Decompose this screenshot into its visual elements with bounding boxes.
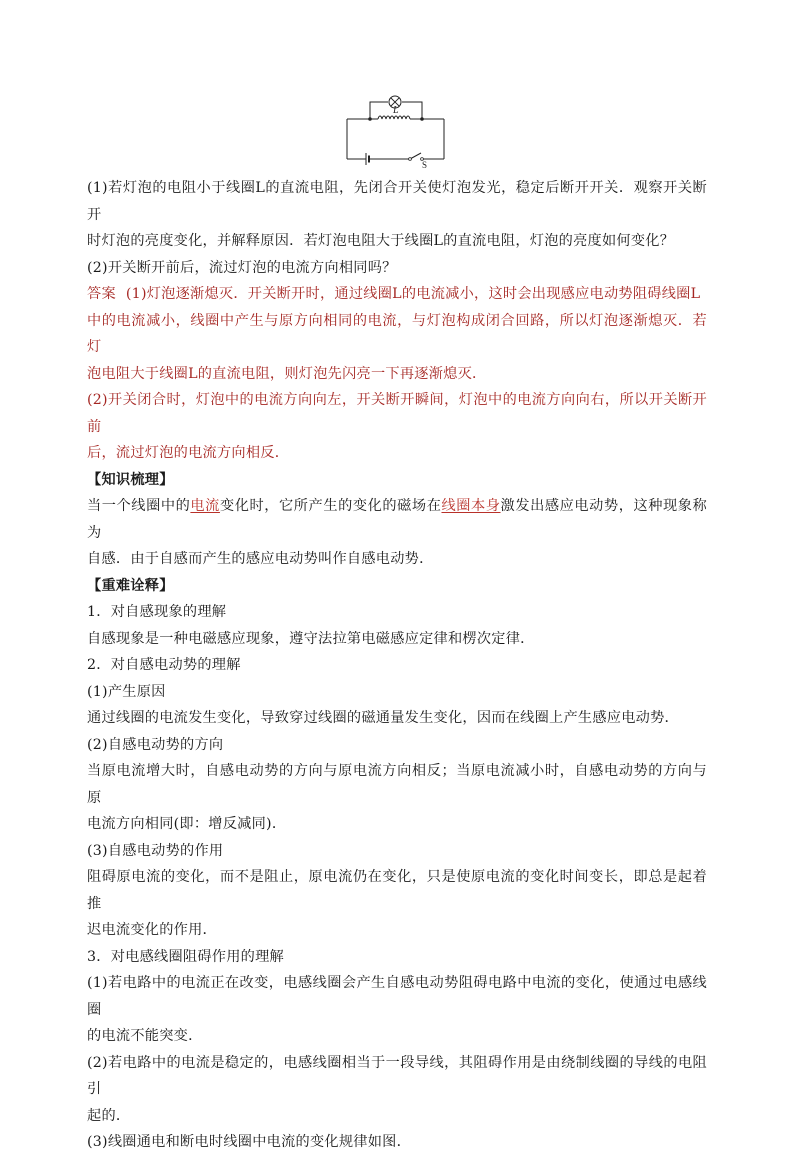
circuit-diagram (342, 92, 452, 172)
knowledge-line-2: 自感．由于自感而产生的感应电动势叫作自感电动势． (87, 551, 434, 567)
answer-2-line-1: (2)开关闭合时，灯泡中的电流方向向左，开关断开瞬间，灯泡中的电流方向向右，所以开关断开前 (87, 392, 707, 435)
circuit-figure (87, 90, 707, 175)
knowledge-text-post: 激发出感应电动势，这种现象称为 (87, 498, 707, 541)
section-1-text: 自感现象是一种电磁感应现象，遵守法拉第电磁感应定律和楞次定律． (87, 630, 535, 647)
section-2-title: 2．对自感电动势的理解 (87, 657, 241, 673)
document-page (87, 90, 707, 1156)
switch-blade (410, 153, 421, 159)
section-2-2-line-2: 电流方向相同(即：增反减同)． (87, 816, 287, 832)
section-2-3-line-1: 阻碍原电流的变化，而不是阻止，原电流仍在变化，只是使原电流的变化时间变长，即总是起着推 (87, 869, 707, 912)
knowledge-text-pre: 当一个线圈中的 (87, 498, 191, 514)
section-1-title: 1．对自感现象的理解 (87, 604, 227, 620)
inductor-label: L (393, 105, 399, 116)
section-2-3-title: (3)自感电动势的作用 (87, 842, 224, 859)
battery-icon (366, 153, 369, 165)
section-3-1-line-2: 的电流不能突变． (87, 1028, 203, 1044)
knowledge-text-mid: 变化时，它所产生的变化的磁场在 (219, 498, 442, 514)
section-2-2-title: (2)自感电动势的方向 (87, 736, 224, 753)
section-2-1-title: (1)产生原因 (87, 683, 166, 700)
answer-1-line-2: 中的电流减小，线圈中产生与原方向相同的电流，与灯泡构成闭合回路，所以灯泡逐渐熄灭．若灯 (87, 312, 707, 355)
section-3-2-line-2: 起的． (87, 1107, 131, 1124)
switch-label: S (422, 160, 428, 170)
answer-label: 答案 (87, 286, 116, 302)
knowledge-line-1 (87, 493, 707, 546)
answer-2-line-2: 后，流过灯泡的电流方向相反． (87, 445, 290, 461)
analysis-heading: 【重难诠释】 (87, 577, 174, 594)
answer-1-text: (1)灯泡逐渐熄灭．开关断开时，通过线圈L的电流减小，这时会出现感应电动势阻碍线圈L (125, 286, 701, 302)
section-2-3-line-2: 迟电流变化的作用． (87, 922, 217, 938)
question-1-line-2: 时灯泡的亮度变化，并解释原因．若灯泡电阻大于线圈L的直流电阻，灯泡的亮度如何变化？ (87, 233, 675, 249)
knowledge-highlight-current: 电流 (190, 498, 220, 514)
question-1-line-1: (1)若灯泡的电阻小于线圈L的直流电阻，先闭合开关使灯泡发光，稳定后断开开关．观察开关断开 (87, 180, 707, 223)
section-3-1-line-1: (1)若电路中的电流正在改变，电感线圈会产生自感电动势阻碍电路中电流的变化，使通过电感线圈 (87, 975, 707, 1018)
section-2-1-text: 通过线圈的电流发生变化，导致穿过线圈的磁通量发生变化，因而在线圈上产生感应电动势． (87, 710, 679, 726)
knowledge-highlight-coil: 线圈本身 (441, 498, 501, 514)
answer-1-line-3: 泡电阻大于线圈L的直流电阻，则灯泡先闪亮一下再逐渐熄灭． (87, 365, 487, 382)
knowledge-heading: 【知识梳理】 (87, 471, 174, 488)
section-3-2-line-1: (2)若电路中的电流是稳定的，电感线圈相当于一段导线，其阻碍作用是由绕制线圈的导线的电阻引 (87, 1054, 707, 1097)
inductor-coil-icon (378, 116, 410, 119)
answer-1-line-1 (87, 281, 707, 308)
section-3-title: 3．对电感线圈阻碍作用的理解 (87, 948, 284, 965)
question-2: (2)开关断开前后，流过灯泡的电流方向相同吗？ (87, 259, 397, 276)
section-3-3: (3)线圈通电和断电时线圈中电流的变化规律如图． (87, 1134, 412, 1150)
section-2-2-line-1: 当原电流增大时，自感电动势的方向与原电流方向相反；当原电流减小时，自感电动势的方向与原 (87, 763, 707, 806)
